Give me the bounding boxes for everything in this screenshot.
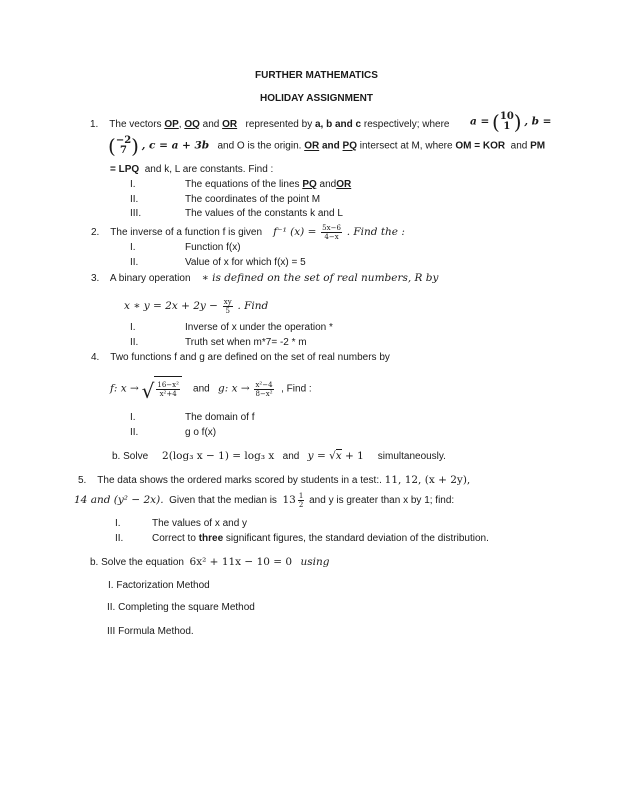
item-number: II. <box>130 257 139 268</box>
text: and <box>193 383 210 395</box>
function-definitions <box>110 376 312 402</box>
label: , b = <box>524 115 552 128</box>
fraction <box>321 224 342 241</box>
text: Two functions f and g are defined on the set of real numbers by <box>110 352 390 363</box>
item-number: II. <box>130 337 139 348</box>
question-5-line-1 <box>78 474 470 487</box>
item-text: significant figures, the standard deviation of the distribution. <box>225 533 489 544</box>
text: using <box>300 556 330 568</box>
quadratic-equation: 6x² + 11x − 10 = 0 <box>189 556 293 568</box>
fraction <box>298 492 304 509</box>
question-1-line-3 <box>110 164 273 176</box>
question-4-line-1 <box>91 352 390 364</box>
numerator: x²−4 <box>255 380 273 389</box>
item-text: The coordinates of the point M <box>185 194 321 205</box>
item-text: Correct to <box>152 533 196 544</box>
text: The inverse of a function f is given <box>110 227 263 239</box>
text: , <box>178 119 182 130</box>
binary-operation-equation <box>124 298 268 315</box>
text: a, b and c <box>314 119 362 130</box>
item-number: I. <box>130 242 136 253</box>
vector-or: OR <box>222 119 238 130</box>
text: and <box>510 140 528 152</box>
vector-c-equation: , c = a + 3b <box>141 139 210 152</box>
item-number: I. <box>130 412 136 423</box>
column-vector: ( 10 1 ) <box>492 110 522 134</box>
text: and k, L are constants. Find : <box>144 164 274 175</box>
text: and <box>282 451 300 462</box>
text: = LPQ <box>110 164 140 175</box>
question-5-line-2 <box>74 492 454 509</box>
function-g-label: g: x → <box>218 382 250 395</box>
list-item <box>130 257 306 269</box>
method-item: II. Completing the square Method <box>107 602 255 613</box>
list-item <box>130 427 216 439</box>
equation: x ∗ y = 2x + 2y − <box>124 300 218 313</box>
item-text: The domain of f <box>185 412 255 423</box>
question-5b <box>90 556 329 569</box>
item-text: Inverse of x under the operation * <box>185 322 333 333</box>
text: b. Solve <box>112 451 149 462</box>
text: . Find the : <box>346 226 405 239</box>
vector-pq: PQ <box>342 140 357 152</box>
vector-a <box>470 112 551 132</box>
text: and y is greater than x by 1; find: <box>309 495 455 507</box>
list-item <box>130 194 320 206</box>
question-1-line-2 <box>108 136 545 156</box>
text: b. Solve the equation <box>90 557 184 568</box>
text: PM <box>530 140 546 152</box>
list-item <box>115 518 247 530</box>
fraction <box>223 298 233 315</box>
list-item <box>130 322 333 334</box>
list-item <box>130 208 343 220</box>
text: A binary operation <box>109 273 191 284</box>
denominator: 2 <box>298 501 304 509</box>
question-number: 1. <box>90 119 99 130</box>
text: The data shows the ordered marks scored by students in a test:. <box>97 475 382 486</box>
text: simultaneously. <box>377 451 446 462</box>
vector-pq: PQ <box>302 179 317 190</box>
list-item <box>115 533 489 545</box>
method-item: III Formula Method. <box>107 626 194 637</box>
vector-or: OR <box>304 140 320 152</box>
denominator: 8−x² <box>255 389 273 398</box>
item-text: The values of the constants k and L <box>185 208 343 219</box>
vector-or: OR <box>336 179 352 190</box>
question-4b: b. Solve 2(log₃ x − 1) = log₃ x and y = √x + 1 simultaneously. <box>112 450 446 462</box>
item-number: III. <box>130 208 142 219</box>
numerator: xy <box>223 298 232 306</box>
document-subtitle: HOLIDAY ASSIGNMENT <box>260 93 373 104</box>
item-text: Truth set when m*7= -2 * m <box>185 337 307 348</box>
denominator: 4−x <box>324 233 339 241</box>
bottom: 7 <box>120 145 127 156</box>
list-item <box>130 242 241 254</box>
data-values: 14 and (y² − 2x). <box>74 494 164 507</box>
denominator: 5 <box>225 307 230 315</box>
list-item <box>130 179 351 191</box>
top: −2 <box>115 135 132 146</box>
list-item <box>130 412 254 424</box>
item-text: Function f(x) <box>185 242 241 253</box>
item-number: II. <box>130 427 139 438</box>
item-number: I. <box>115 518 121 529</box>
equation: y = <box>307 450 330 462</box>
median-whole: 13 <box>282 494 296 507</box>
log-equation: 2(log₃ x − 1) = log₃ x <box>162 450 275 462</box>
label: a = <box>470 115 490 128</box>
text: intersect at M, where <box>359 140 453 152</box>
item-text: The equations of the lines <box>185 179 300 190</box>
top: 10 <box>499 111 514 122</box>
text: OM = KOR <box>455 140 506 152</box>
equation: + 1 <box>341 450 364 462</box>
vector-oq: OQ <box>184 119 200 130</box>
text: represented by <box>245 119 313 130</box>
bottom: 1 <box>503 121 511 132</box>
numerator: 1 <box>298 492 304 500</box>
list-item <box>130 337 307 349</box>
text: Given that the median is <box>169 495 277 507</box>
question-1-line-1 <box>90 119 449 131</box>
text: ∗ is defined on the set of real numbers, R by <box>201 272 439 284</box>
function-f-label: f: x → <box>110 382 139 395</box>
item-number: I. <box>130 322 136 333</box>
text: and <box>202 119 220 130</box>
item-text-bold: three <box>198 533 224 544</box>
question-number: 3. <box>91 273 100 284</box>
text: , Find : <box>281 383 312 395</box>
question-2-line-1 <box>91 224 405 241</box>
document-title: FURTHER MATHEMATICS <box>255 70 378 81</box>
text: . Find <box>237 300 269 313</box>
numerator: 5x−6 <box>322 224 341 232</box>
item-text: The values of x and y <box>152 518 248 529</box>
text: and O is the origin. <box>217 140 302 152</box>
question-number: 4. <box>91 352 100 363</box>
data-values: 11, 12, (x + 2y), <box>384 474 471 486</box>
item-number: II. <box>115 533 124 544</box>
text: The vectors <box>109 119 162 130</box>
square-root: √ $\frac{\text{16−x²}}{\text{x²+4}}$ <box>142 376 182 402</box>
denominator: x²+4 <box>159 389 177 398</box>
item-number: II. <box>130 194 139 205</box>
method-item: I. Factorization Method <box>108 580 210 591</box>
text: and <box>319 179 337 190</box>
question-number: 2. <box>91 227 100 239</box>
item-number: I. <box>130 179 136 190</box>
question-number: 5. <box>78 475 87 486</box>
radicand: x <box>335 450 342 462</box>
fraction <box>156 381 180 398</box>
inverse-function: f⁻¹ (x) = <box>273 226 317 239</box>
item-text: Value of x for which f(x) = 5 <box>185 257 306 268</box>
numerator: 16−x² <box>157 380 179 389</box>
vector-op: OP <box>164 119 179 130</box>
text: respectively; where <box>363 119 450 130</box>
question-3-line-1 <box>91 272 438 285</box>
fraction <box>254 381 273 398</box>
item-text: g o f(x) <box>185 427 217 438</box>
vector-b: ( −2 7 ) <box>108 134 139 158</box>
text: and <box>321 140 340 152</box>
